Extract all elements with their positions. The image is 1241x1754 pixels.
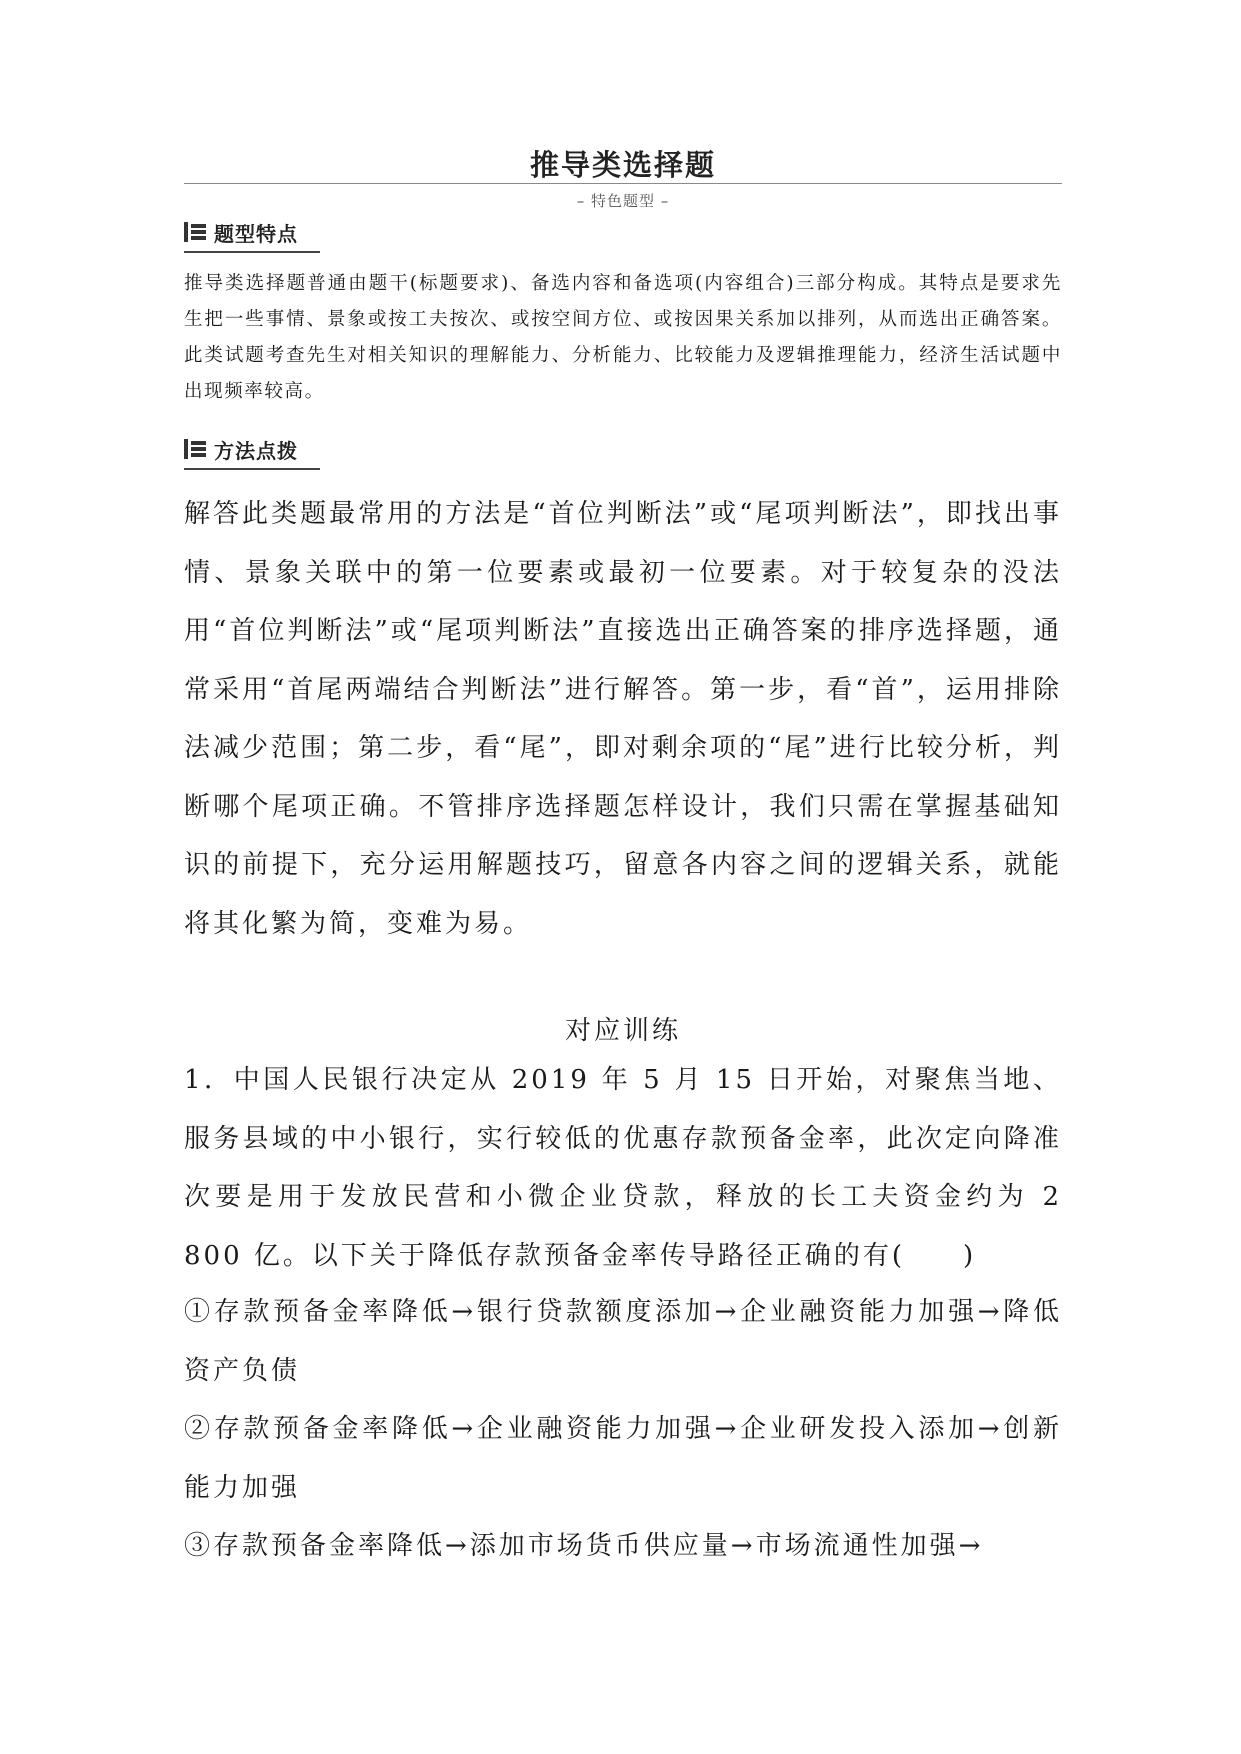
method-paragraph: 解答此类题最常用的方法是“首位判断法”或“尾项判断法”，即找出事情、景象关联中的第一位要素或最初一位要素。对于较复杂的没法用“首位判断法”或“尾项判断法”直接选出正确答案的排序选择题，通常采用“首尾两端结合判断法”进行解答。第一步，看“首”，运用排除法减少范围；第二步，看“尾”，即对剩余项的“尾”进行比较分析，判断哪个尾项正确。不管排序选择题怎样设计，我们只需在掌握基础知识的前提下，充分运用解题技巧，留意各内容之间的逻辑关系，就能将其化繁为简，变难为易。 [184, 499, 1062, 939]
section-heading-features [184, 215, 298, 249]
list-icon [184, 222, 206, 242]
section-heading-label: 题型特点 [214, 221, 298, 246]
question-option: ③存款预备金率降低→添加市场货币供应量→市场流通性加强→ [184, 1531, 984, 1561]
section-heading-method [184, 432, 298, 466]
practice-heading: 对应训练 [564, 1016, 681, 1046]
section-underline [184, 468, 320, 470]
page-subtitle: – 特色题型 – [576, 192, 670, 210]
question-stem: 1．中国人民银行决定从 2019 年 5 月 15 日开始，对聚焦当地、服务县域的中小银行，实行较低的优惠存款预备金率，此次定向降准次要是用于发放民营和小微企业贷款，释放的长工夫资金约为 2 800 亿。以下关于降低存款预备金率传导路径正确的有( ) [184, 1065, 1062, 1271]
question-option: ①存款预备金率降低→银行贷款额度添加→企业融资能力加强→降低资产负债 [184, 1297, 1062, 1386]
title-divider [184, 183, 1062, 184]
page-title: 推导类选择题 [529, 148, 716, 182]
section-underline [184, 251, 320, 253]
features-paragraph: 推导类选择题普通由题干(标题要求)、备选内容和备选项(内容组合)三部分构成。其特点是要求先生把一些事情、景象或按工夫按次、或按空间方位、或按因果关系加以排列，从而选出正确答案。此类试题考查先生对相关知识的理解能力、分析能力、比较能力及逻辑推理能力，经济生活试题中出现频率较高。 [184, 273, 1062, 402]
question-option: ②存款预备金率降低→企业融资能力加强→企业研发投入添加→创新能力加强 [184, 1414, 1062, 1503]
section-heading-label: 方法点拨 [214, 438, 298, 463]
list-icon [184, 439, 206, 459]
